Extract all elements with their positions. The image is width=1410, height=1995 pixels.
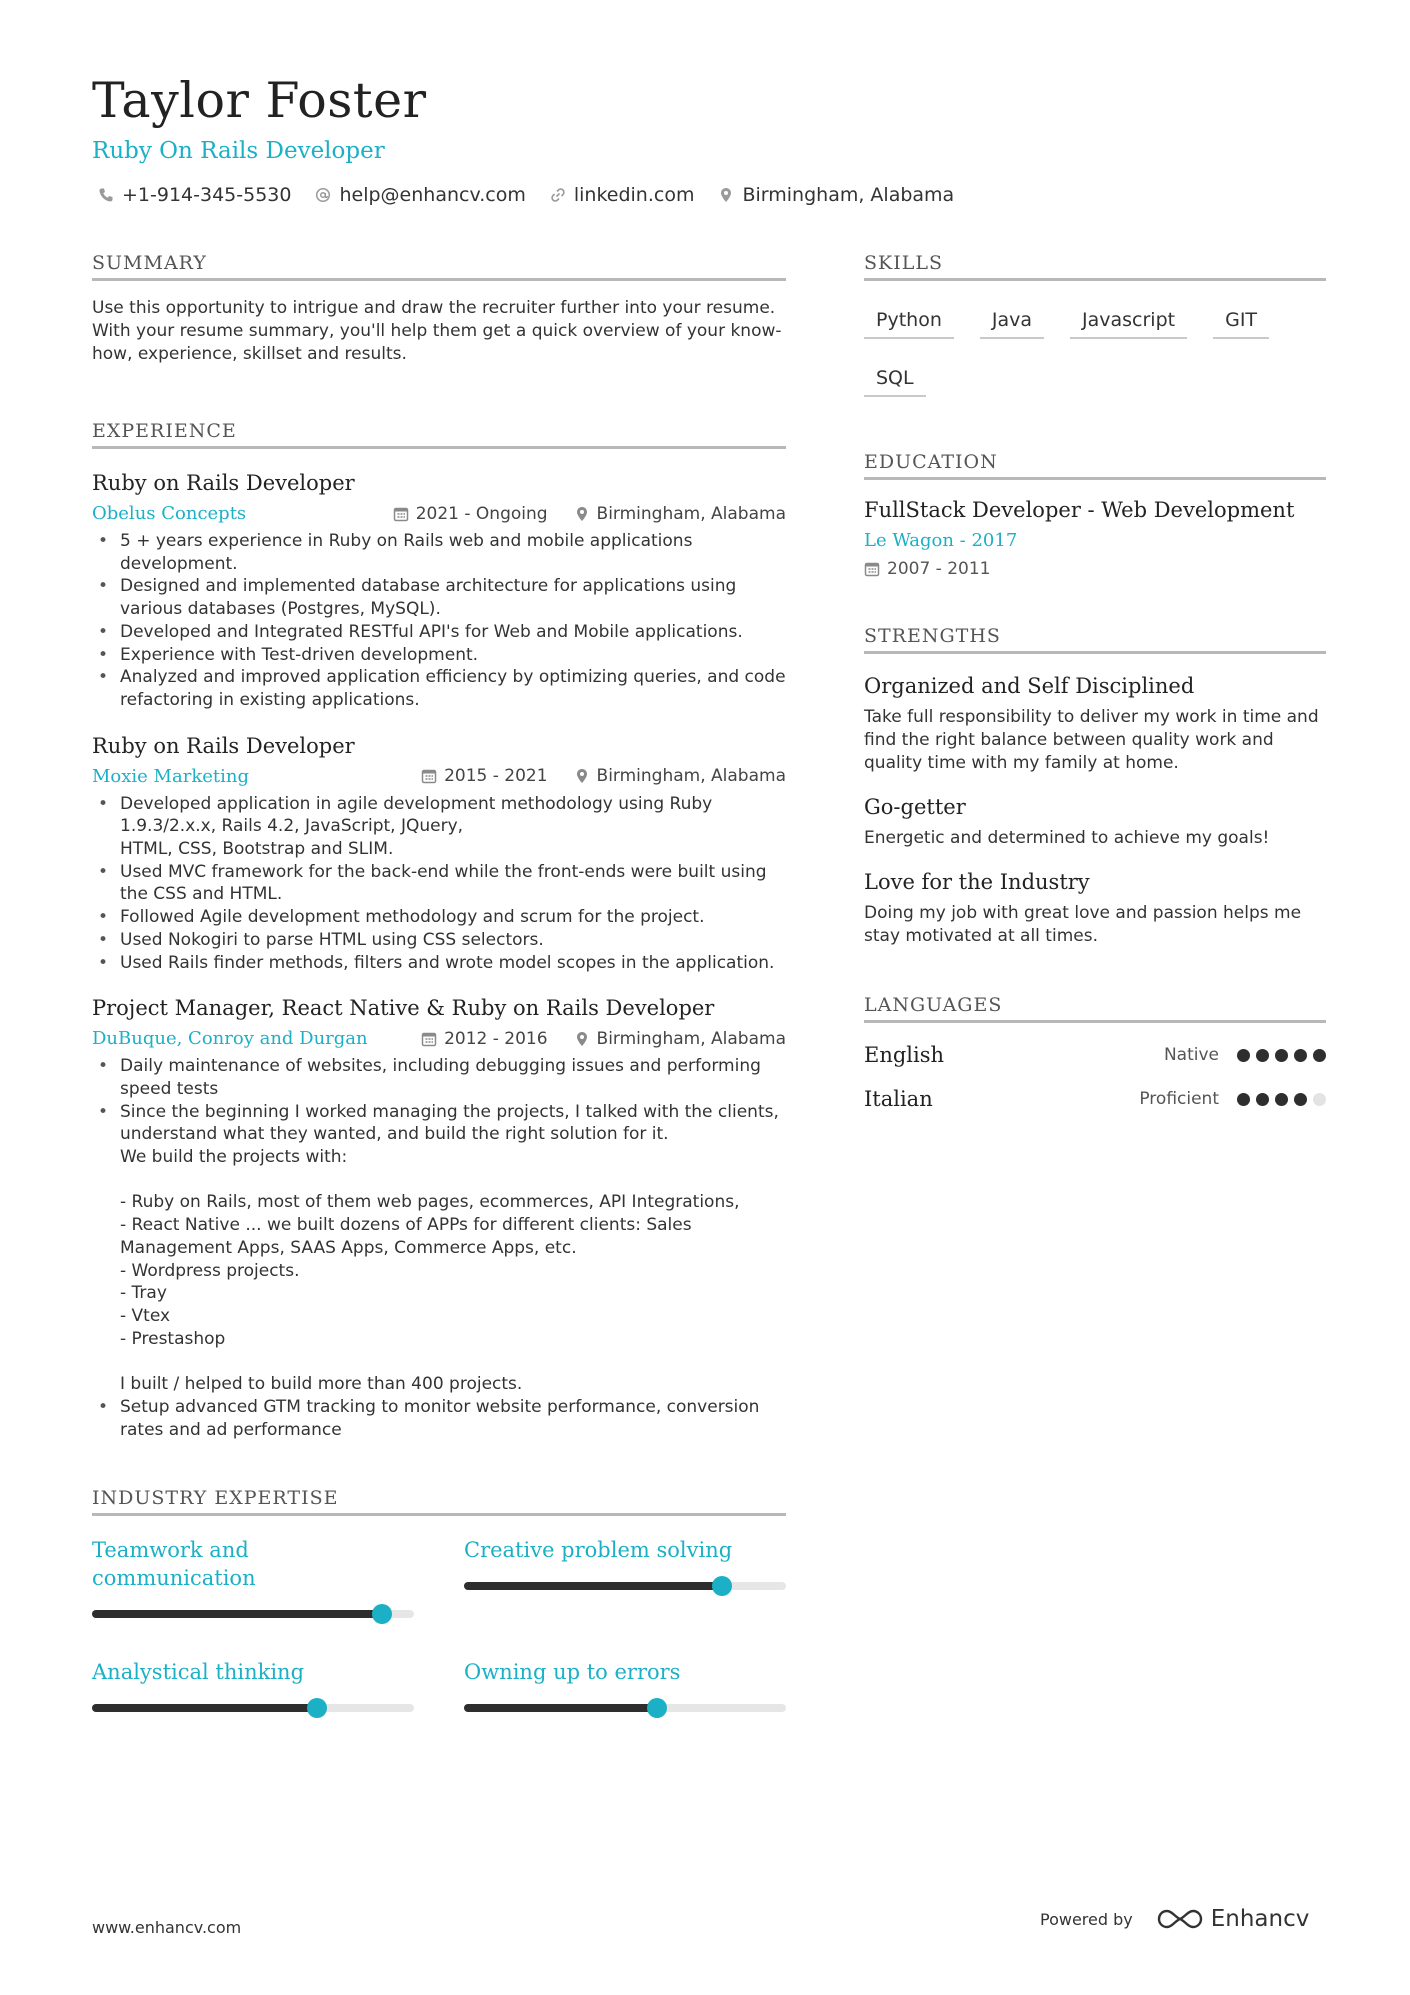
industry-expertise-label: Owning up to errors [464,1660,681,1685]
language-dot [1313,1049,1326,1062]
strength-description: Energetic and determined to achieve my goals! [864,828,1270,848]
industry-expertise-label: Creative problem solving [464,1538,733,1563]
location-pin-icon [718,187,734,203]
candidate-role: Ruby On Rails Developer [92,138,385,164]
job-bullets [92,793,786,975]
industry-expertise-item [92,1536,414,1618]
strengths-list [864,674,1326,948]
job-bullets [92,1055,786,1441]
education-degree: FullStack Developer - Web Development [864,498,1295,522]
expertise-bar-knob [712,1576,732,1596]
education-school: Le Wagon - 2017 [864,530,1018,551]
contact-linkedin[interactable] [550,184,695,206]
industry-expertise-label: Teamwork and communication [92,1538,256,1591]
strength-description: Take full responsibility to deliver my work in time and find the right balance between quality work and quality time with my family at home. [864,707,1319,773]
job-meta-right [421,766,786,786]
language-dot [1275,1049,1288,1062]
language-dot [1237,1093,1250,1106]
language-dot [1275,1093,1288,1106]
education-dates-text: 2007 - 2011 [887,559,991,579]
job-meta-right [421,1029,786,1049]
languages-heading: LANGUAGES [864,994,1326,1023]
education-heading: EDUCATION [864,451,1326,480]
strength-description: Doing my job with great love and passion helps me stay motivated at all times. [864,903,1302,946]
skill-tag: Python [864,295,954,339]
language-dots [1237,1049,1326,1062]
enhancv-logo[interactable] [1157,1906,1310,1932]
language-proficiency [1164,1045,1326,1065]
footer-branding [1040,1906,1309,1932]
experience-item [92,471,786,712]
skill-tag: Javascript [1070,295,1187,339]
skills-list [864,295,1326,397]
experience-list [92,471,786,1441]
language-dot [1313,1093,1326,1106]
job-bullet: • Since the beginning I worked managing the projects, I talked with the clients, understand what they wanted, and build the right solution for it. We build the projects with: - Ruby on Rails, most of them web pages, ecommerces, API Integrations, - React Native ... we built dozens of APPs for different clients: Sales Management Apps, SAAS Apps, Commerce Apps, etc. - Wordpress projects. - Tray - Vtex - Prestashop I built / helped to build more than 400 projects. [92,1101,786,1396]
job-location [574,1029,786,1049]
expertise-bar [92,1704,414,1712]
at-icon [315,187,331,203]
job-bullet: • Analyzed and improved application efficiency by optimizing queries, and code refactoring in existing applications. [92,666,786,711]
language-dot [1294,1093,1307,1106]
language-dot [1237,1049,1250,1062]
job-meta-right [393,504,786,524]
language-dot [1294,1049,1307,1062]
skill-tag: GIT [1213,295,1269,339]
language-dot [1256,1049,1269,1062]
skill-tag: Java [980,295,1044,339]
strength-item [864,674,1326,775]
education-dates [864,559,1326,579]
job-bullet: • Experience with Test-driven development. [92,644,786,667]
job-bullet: • Setup advanced GTM tracking to monitor website performance, conversion rates and ad performance [92,1396,786,1441]
industry-expertise-heading: INDUSTRY EXPERTISE [92,1487,786,1516]
language-dots [1237,1093,1326,1106]
language-dot [1256,1093,1269,1106]
phone-icon [98,187,114,203]
expertise-bar [464,1582,786,1590]
language-name: English [864,1043,945,1067]
skill-tag: SQL [864,353,926,397]
strength-title: Go-getter [864,795,966,819]
company-name: Moxie Marketing [92,765,249,787]
location-pin-icon [574,1031,590,1047]
job-title: Ruby on Rails Developer [92,471,355,495]
job-dates [421,766,547,786]
job-meta [92,766,786,787]
job-dates [393,504,548,524]
strength-title: Organized and Self Disciplined [864,674,1195,698]
job-dates [421,1029,547,1049]
candidate-name: Taylor Foster [92,72,427,129]
language-name: Italian [864,1087,933,1111]
experience-heading: EXPERIENCE [92,420,786,449]
contact-bar [98,184,954,206]
strength-item [864,795,1326,850]
language-row [864,1087,1326,1111]
job-bullet: • 5 + years experience in Ruby on Rails web and mobile applications development. [92,530,786,575]
expertise-bar [92,1610,414,1618]
job-bullet: • Developed and Integrated RESTful API's for Web and Mobile applications. [92,621,786,644]
right-column [864,252,1326,1111]
industry-expertise-grid [92,1536,786,1712]
link-icon [550,187,566,203]
phone-text: +1-914-345-5530 [122,184,292,206]
job-dates-text: 2012 - 2016 [444,1028,548,1049]
experience-item [92,996,786,1441]
company-name: DuBuque, Conroy and Durgan [92,1028,368,1050]
languages-list [864,1043,1326,1111]
experience-item [92,734,786,975]
expertise-bar-knob [372,1604,392,1624]
job-bullets [92,530,786,712]
calendar-icon [393,506,409,522]
contact-phone[interactable] [98,184,291,206]
job-title: Project Manager, React Native & Ruby on Rails Developer [92,996,715,1021]
calendar-icon [421,1031,437,1047]
summary-text: Use this opportunity to intrigue and draw the recruiter further into your resume. With your resume summary, you'll help them get a quick overview of your know-how, experience, skillset and results. [92,298,782,364]
contact-location [718,184,954,206]
linkedin-text: linkedin.com [573,184,695,206]
job-meta [92,1028,786,1049]
location-text: Birmingham, Alabama [742,184,955,206]
expertise-bar-fill [92,1610,382,1618]
job-dates-text: 2021 - Ongoing [415,503,548,524]
language-level: Proficient [1139,1089,1219,1109]
industry-expertise-item [464,1658,786,1712]
email-text: help@enhancv.com [339,184,526,206]
footer-website[interactable]: www.enhancv.com [92,1918,242,1937]
industry-expertise-label: Analystical thinking [92,1660,305,1685]
industry-expertise-item [92,1658,414,1712]
expertise-bar [464,1704,786,1712]
contact-email[interactable] [315,184,525,206]
strengths-heading: STRENGTHS [864,625,1326,654]
expertise-bar-fill [464,1704,657,1712]
enhancv-logo-icon [1157,1907,1203,1931]
company-name: Obelus Concepts [92,503,247,524]
job-meta [92,503,786,524]
job-bullet: • Daily maintenance of websites, including debugging issues and performing speed tests [92,1055,786,1100]
strength-title: Love for the Industry [864,870,1090,894]
calendar-icon [864,561,880,577]
enhancv-logo-text: Enhancv [1210,1906,1310,1932]
strength-item [864,870,1326,948]
job-bullet: • Used MVC framework for the back-end while the front-ends were built using the CSS and HTML. [92,861,786,906]
language-level: Native [1163,1045,1219,1065]
job-bullet: • Designed and implemented database architecture for applications using various databases (Postgres, MySQL). [92,575,786,620]
job-location-text: Birmingham, Alabama [596,503,786,524]
job-location-text: Birmingham, Alabama [596,1028,786,1049]
expertise-bar-fill [464,1582,722,1590]
language-row [864,1043,1326,1067]
language-proficiency [1139,1089,1326,1109]
job-bullet: • Used Nokogiri to parse HTML using CSS selectors. [92,929,786,952]
job-location [574,504,786,524]
expertise-bar-fill [92,1704,317,1712]
location-pin-icon [574,768,590,784]
job-title: Ruby on Rails Developer [92,733,355,758]
expertise-bar-knob [647,1698,667,1718]
job-bullet: • Used Rails finder methods, filters and wrote model scopes in the application. [92,952,786,975]
summary-heading: SUMMARY [92,252,786,281]
job-dates-text: 2015 - 2021 [444,766,548,787]
location-pin-icon [574,506,590,522]
job-location-text: Birmingham, Alabama [596,766,786,787]
industry-expertise-item [464,1536,786,1618]
skills-heading: SKILLS [864,252,1326,281]
job-location [574,766,786,786]
left-column [92,252,786,1712]
calendar-icon [421,768,437,784]
job-bullet: • Followed Agile development methodology and scrum for the project. [92,906,786,929]
expertise-bar-knob [307,1698,327,1718]
powered-by-text: Powered by [1040,1909,1133,1929]
job-bullet: • Developed application in agile development methodology using Ruby 1.9.3/2.x.x, Rails 4.2, JavaScript, JQuery, HTML, CSS, Bootstrap and SLIM. [92,793,786,861]
